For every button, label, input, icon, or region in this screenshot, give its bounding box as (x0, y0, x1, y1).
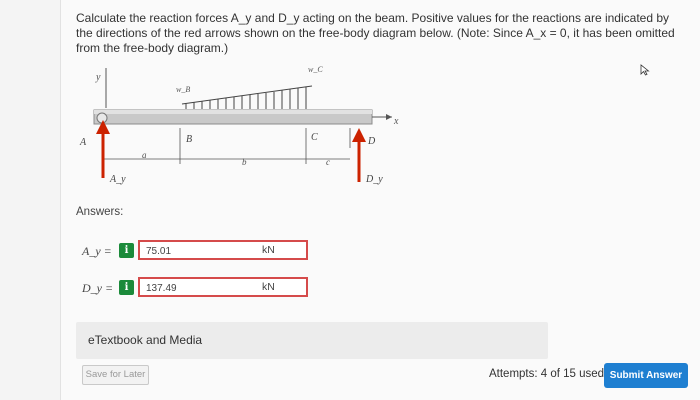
submit-answer-button[interactable]: Submit Answer (604, 363, 688, 388)
point-d-label: D (368, 136, 376, 147)
answer-row-ay (82, 240, 342, 262)
etextbook-label: eTextbook and Media (88, 333, 203, 347)
answer-label-dy: D_y = (82, 281, 114, 295)
load-label-c: w_C (308, 65, 323, 74)
reaction-arrow-a-icon (96, 120, 110, 178)
ay-answer-input[interactable] (138, 240, 308, 260)
answers-heading: Answers: (76, 206, 124, 218)
attempts-counter: Attempts: 4 of 15 used (489, 368, 605, 380)
point-a-label: A (80, 137, 87, 148)
dimension-a-label: a (142, 150, 147, 160)
x-axis-label: x (394, 116, 399, 127)
y-axis-label: y (96, 72, 101, 83)
reaction-a-label: A_y (110, 174, 126, 185)
dy-answer-input[interactable] (138, 277, 308, 297)
beam-highlight (94, 110, 372, 114)
free-body-diagram (76, 58, 406, 198)
reaction-d-label: D_y (366, 174, 383, 185)
point-b-label: B (186, 134, 193, 145)
distributed-load-arrows (186, 87, 306, 109)
dimension-c-label: c (326, 157, 330, 167)
pin-a-icon (97, 113, 107, 123)
etextbook-panel[interactable] (76, 322, 548, 359)
save-for-later-button[interactable]: Save for Later (82, 365, 149, 385)
unit-label-dy: kN (262, 281, 275, 293)
point-c-label: C (311, 132, 318, 143)
info-icon[interactable]: i (119, 280, 134, 295)
answer-label-ay: A_y = (82, 244, 112, 258)
load-label-b: w_B (176, 85, 191, 94)
unit-label-ay: kN (262, 244, 275, 256)
dimension-b-label: b (242, 157, 247, 167)
mouse-cursor-icon (640, 64, 650, 76)
reaction-arrow-d-icon (352, 128, 366, 182)
answer-row-dy (82, 277, 342, 299)
info-icon[interactable]: i (119, 243, 134, 258)
problem-statement: Calculate the reaction forces A_y and D_y acting on the beam. Positive values for the reactions are indicated by the directions of the red arrows shown on the free-body diagram below. (Note: Since A_x = 0, it has been omitted from the free-body diagram.) (76, 11, 675, 55)
